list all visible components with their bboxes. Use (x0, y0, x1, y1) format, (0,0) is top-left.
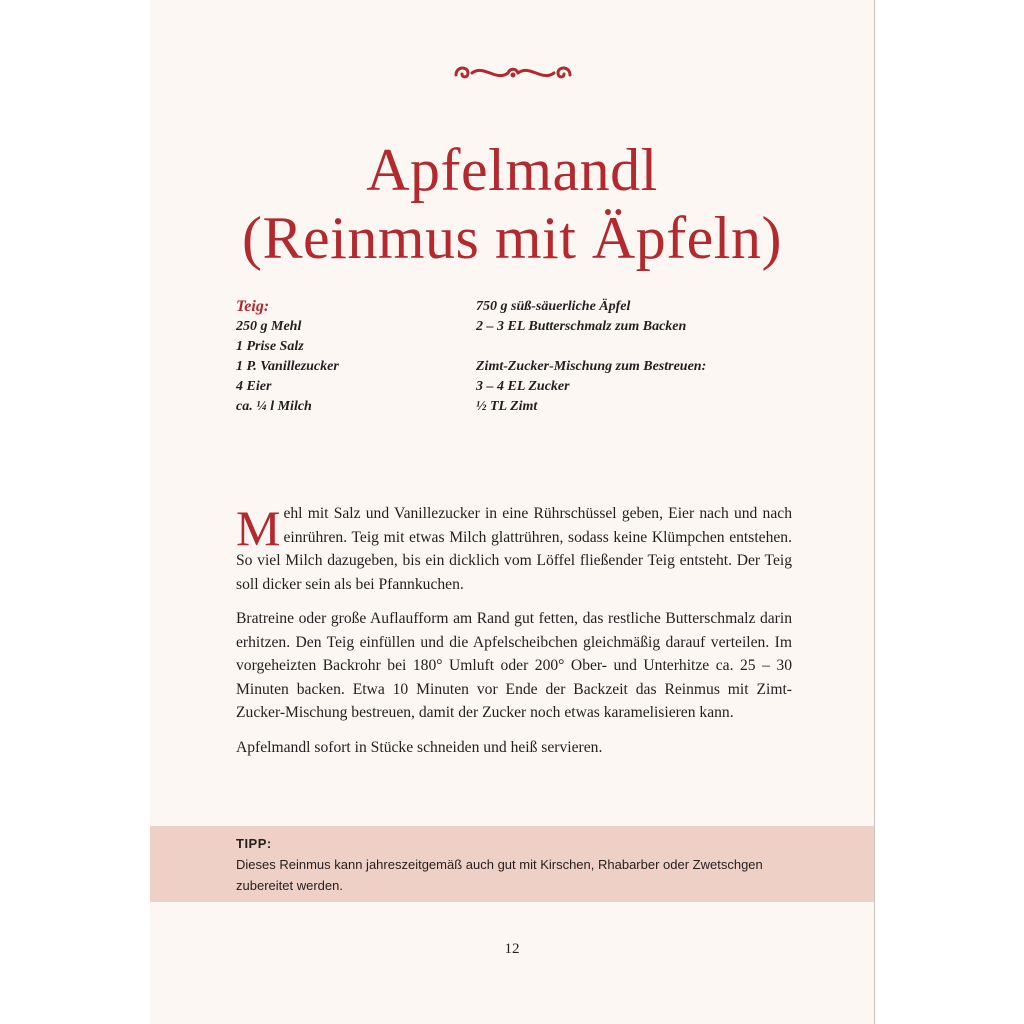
decorative-swirl-icon (452, 60, 574, 86)
instructions (236, 502, 792, 770)
ingredient-item: 4 Eier (236, 379, 272, 394)
ingredient-item: 250 g Mehl (236, 319, 302, 334)
instruction-paragraph: Apfelmandl sofort in Stücke schneiden und heiß servieren. (236, 738, 603, 756)
page-edge-divider (874, 0, 875, 1024)
ingredient-item: ca. ¼ l Milch (236, 399, 312, 414)
recipe-title (150, 136, 874, 272)
ingredients-topping (476, 297, 706, 417)
ingredient-item: 750 g süß-säuerliche Äpfel (476, 299, 631, 314)
ingredients-subheading: Zimt-Zucker-Mischung zum Bestreuen: (476, 359, 707, 374)
ingredients-spacer (476, 337, 706, 357)
recipe-title-line1: Apfelmandl (366, 137, 658, 204)
tip-label: TIPP: (236, 836, 272, 851)
ingredient-item: 3 – 4 EL Zucker (476, 379, 570, 394)
ingredient-item: 1 Prise Salz (236, 339, 304, 354)
ingredient-item: ½ TL Zimt (476, 399, 538, 414)
page-number: 12 (504, 941, 520, 957)
instruction-paragraph: Bratreine oder große Auflaufform am Rand gut fetten, das restliche Butterschmalz darin erhitzen. Den Teig einfüllen und die Apfelscheibchen gleichmäßig darauf verteilen. Im vorgeheizten Backrohr bei 180° Umluft oder 200° Ober- und Unterhitze ca. 25 – 30 Minuten backen. Etwa 10 Minuten vor Ende der Backzeit das Reinmus mit Zimt-Zucker-Mischung bestreuen, damit der Zucker noch etwas karamelisieren kann. (236, 610, 792, 721)
drop-cap: M (236, 500, 281, 556)
ingredient-item: 1 P. Vanillezucker (236, 359, 339, 374)
recipe-title-line2: (Reinmus mit Äpfeln) (242, 205, 782, 272)
instruction-paragraph-text: ehl mit Salz und Vanillezucker in eine Rührschüssel geben, Eier nach und nach einrühren. Teig mit etwas Milch glattrühren, sodass keine Klümpchen entstehen. So viel Milch dazugeben, bis ein dicklich vom Löffel fließender Teig entsteht. Der Teig soll dicker sein als bei Pfannkuchen. (236, 505, 792, 593)
ingredients-heading: Teig: (236, 298, 270, 315)
instruction-paragraph (236, 502, 792, 596)
ingredient-item: 2 – 3 EL Butterschmalz zum Backen (476, 319, 687, 334)
ingredients-dough (236, 297, 339, 417)
tip-text: Dieses Reinmus kann jahreszeitgemäß auch gut mit Kirschen, Rhabarber oder Zwetschgen zubereitet werden. (236, 857, 763, 893)
